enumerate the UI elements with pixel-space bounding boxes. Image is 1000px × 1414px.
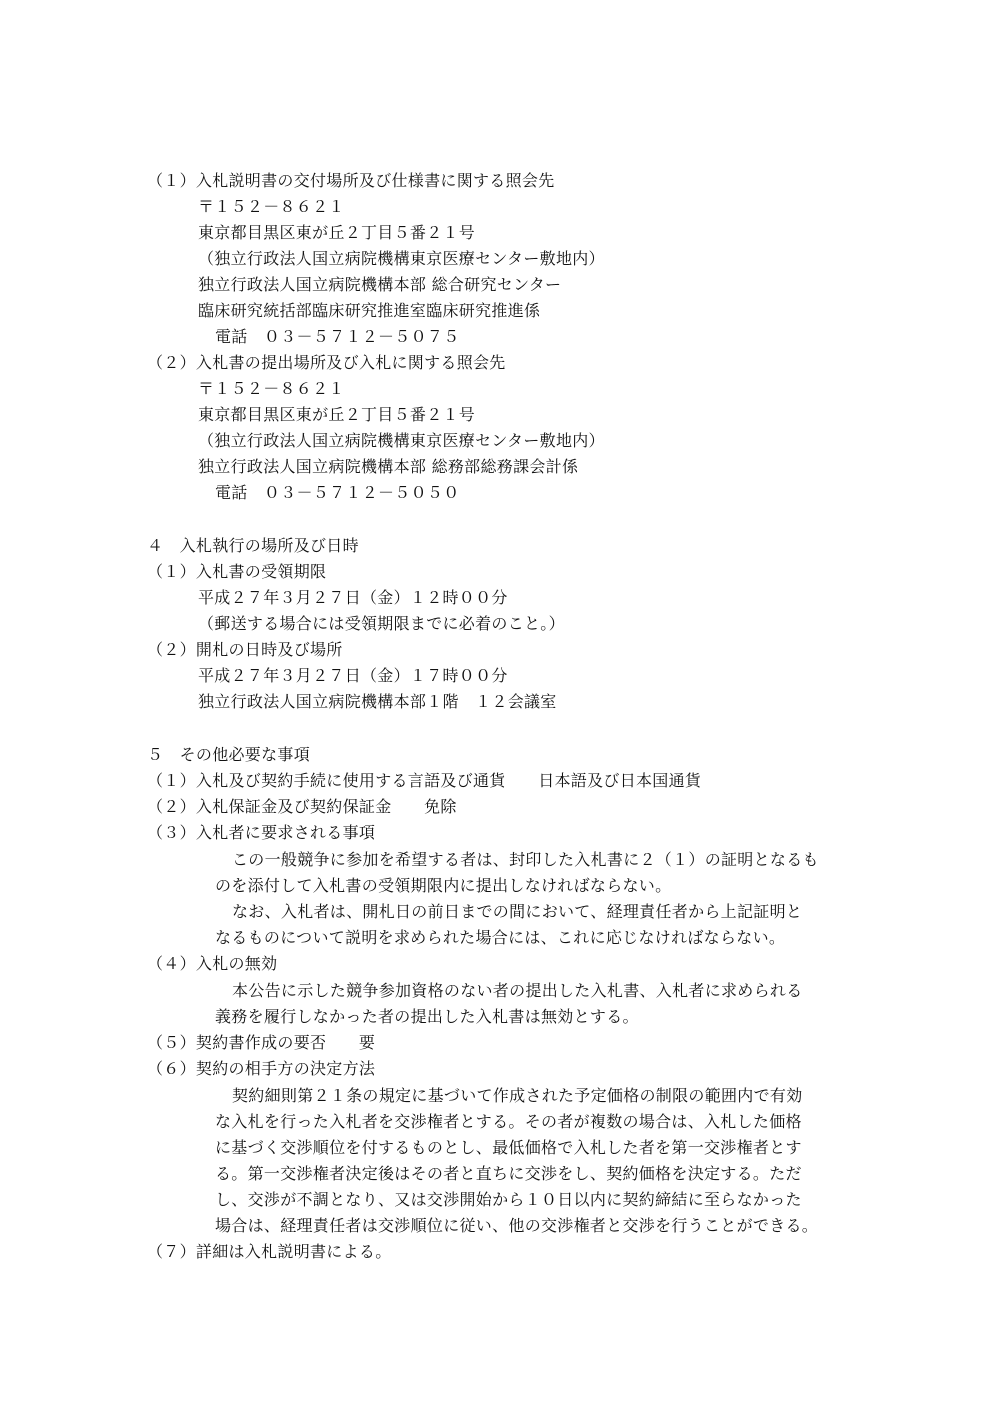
s3-item1-postal: 〒１５２－８６２１ xyxy=(198,197,345,216)
s5-item3-heading: （３）入札者に要求される事項 xyxy=(147,823,376,842)
s4-item2-heading: （２）開札の日時及び場所 xyxy=(147,640,343,659)
s5-heading: ５ その他必要な事項 xyxy=(147,745,311,764)
s5-item7: （７）詳細は入札説明書による。 xyxy=(147,1242,392,1261)
s3-item2-org: 独立行政法人国立病院機構本部 総務部総務課会計係 xyxy=(198,457,579,476)
s5-item5: （５）契約書作成の要否 要 xyxy=(147,1033,376,1052)
s4-item2-datetime: 平成２７年３月２７日（金）１７時００分 xyxy=(198,666,508,685)
s5-item6-line4: る。第一交渉権者決定後はその者と直ちに交渉をし、契約価格を決定する。ただ xyxy=(215,1164,802,1183)
s3-item2-phone: 電話 ０３－５７１２－５０５０ xyxy=(215,483,460,502)
s5-item6-line2: な入札を行った入札者を交渉権者とする。その者が複数の場合は、入札した価格 xyxy=(215,1112,802,1131)
s5-item6-heading: （６）契約の相手方の決定方法 xyxy=(147,1059,376,1078)
s4-item1-note: （郵送する場合には受領期限までに必着のこと。） xyxy=(198,614,565,633)
s3-item2-address-note: （独立行政法人国立病院機構東京医療センター敷地内） xyxy=(198,431,605,450)
s4-item2-place: 独立行政法人国立病院機構本部１階 １２会議室 xyxy=(198,692,557,711)
s3-item2-address: 東京都目黒区東が丘２丁目５番２１号 xyxy=(198,405,476,424)
s5-item3-para1-line1: この一般競争に参加を希望する者は、封印した入札書に２（１）の証明となるも xyxy=(232,850,819,869)
s3-item1-address: 東京都目黒区東が丘２丁目５番２１号 xyxy=(198,223,476,242)
s3-item1-org: 独立行政法人国立病院機構本部 総合研究センター xyxy=(198,275,562,294)
s5-item4-heading: （４）入札の無効 xyxy=(147,954,278,973)
s5-item4-line2: 義務を履行しなかった者の提出した入札書は無効とする。 xyxy=(215,1007,639,1026)
s5-item3-para2-line1: なお、入札者は、開札日の前日までの間において、経理責任者から上記証明と xyxy=(232,902,803,921)
s5-item6-line1: 契約細則第２１条の規定に基づいて作成された予定価格の制限の範囲内で有効 xyxy=(232,1086,803,1105)
s4-item1-datetime: 平成２７年３月２７日（金）１２時００分 xyxy=(198,588,508,607)
s5-item4-line1: 本公告に示した競争参加資格のない者の提出した入札書、入札者に求められる xyxy=(232,981,803,1000)
s4-heading: ４ 入札執行の場所及び日時 xyxy=(147,536,359,555)
s5-item6-line6: 場合は、経理責任者は交渉順位に従い、他の交渉権者と交渉を行うことができる。 xyxy=(215,1216,819,1235)
s5-item6-line5: し、交渉が不調となり、又は交渉開始から１０日以内に契約締結に至らなかった xyxy=(215,1190,802,1209)
s5-item1: （１）入札及び契約手続に使用する言語及び通貨 日本語及び日本国通貨 xyxy=(147,771,702,790)
s3-item2-heading: （２）入札書の提出場所及び入札に関する照会先 xyxy=(147,353,506,372)
s5-item3-para1-line2: のを添付して入札書の受領期限内に提出しなければならない。 xyxy=(215,876,672,895)
s3-item1-heading: （１）入札説明書の交付場所及び仕様書に関する照会先 xyxy=(147,171,555,190)
s3-item1-dept: 臨床研究統括部臨床研究推進室臨床研究推進係 xyxy=(198,301,541,320)
s4-item1-heading: （１）入札書の受領期限 xyxy=(147,562,327,581)
s5-item6-line3: に基づく交渉順位を付するものとし、最低価格で入札した者を第一交渉権者とす xyxy=(215,1138,802,1157)
s3-item1-phone: 電話 ０３－５７１２－５０７５ xyxy=(215,327,460,346)
s5-item3-para2-line2: なるものについて説明を求められた場合には、これに応じなければならない。 xyxy=(215,928,786,947)
s3-item2-postal: 〒１５２－８６２１ xyxy=(198,379,345,398)
s5-item2: （２）入札保証金及び契約保証金 免除 xyxy=(147,797,457,816)
s3-item1-address-note: （独立行政法人国立病院機構東京医療センター敷地内） xyxy=(198,249,605,268)
